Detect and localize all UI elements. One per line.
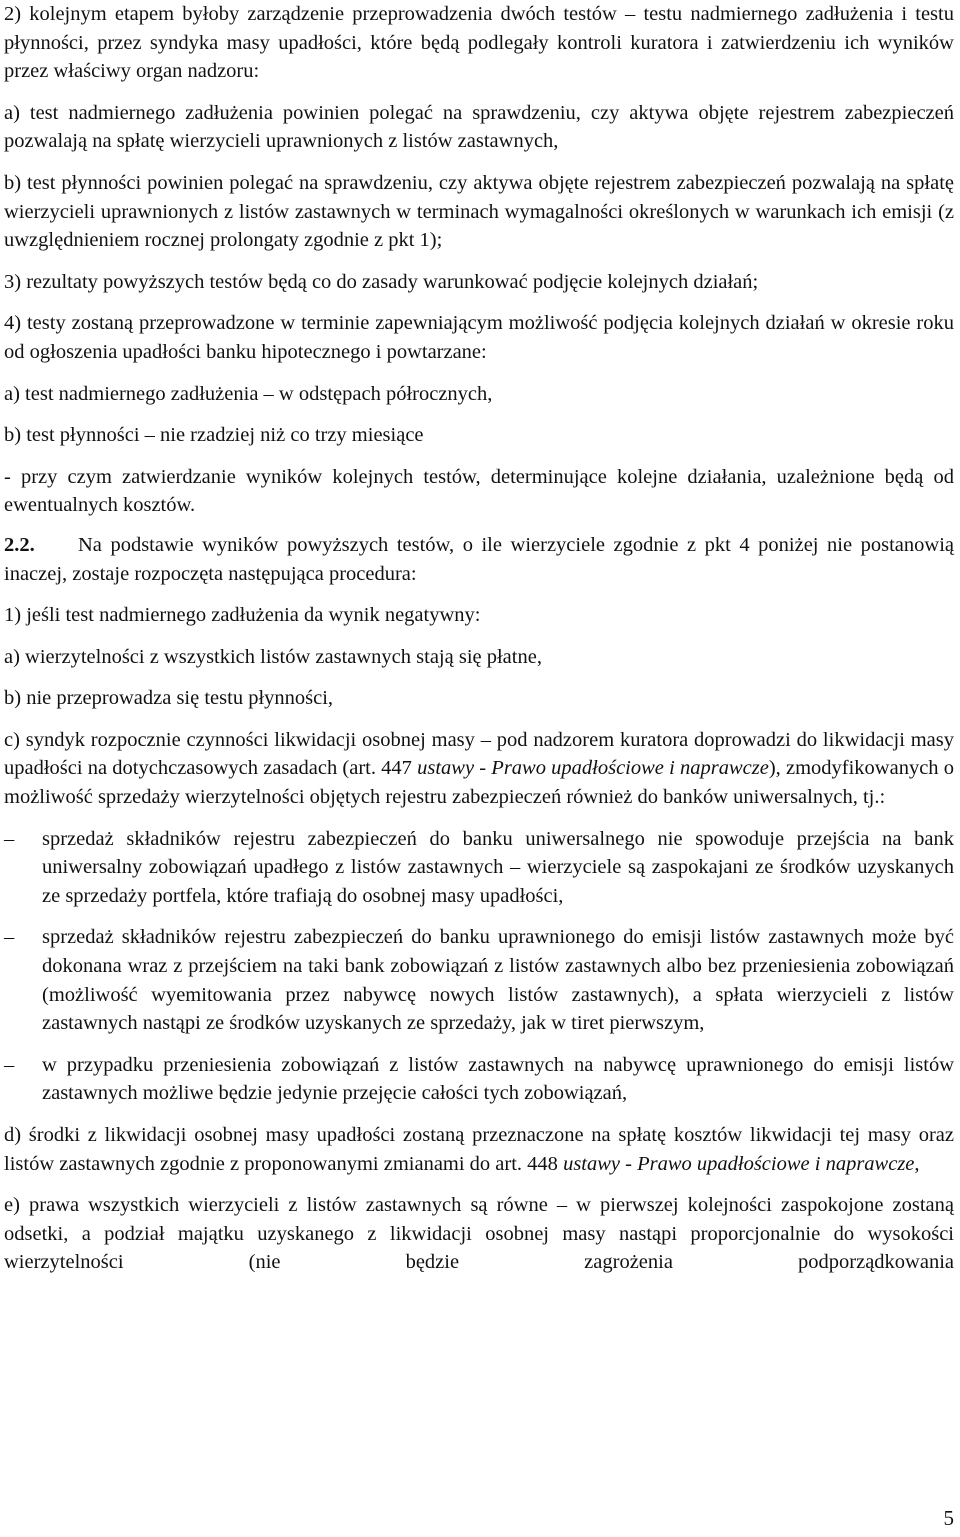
dash-marker: – <box>4 926 15 949</box>
paragraph-srodki-likwidacji: d) środki z likwidacji osobnej masy upadłości zostaną przeznaczone na spłatę kosztów likwidacji tej masy oraz listów zastawnych zgodnie z proponowanymi zmianami do art. 448 ustawy - Prawo upadłościowe i naprawcze, <box>4 1124 954 1175</box>
paragraph-1-wynik-negatywny: 1) jeśli test nadmiernego zadłużenia da wynik negatywny: <box>4 604 481 627</box>
paragraph-wierzytelnosci-platne: a) wierzytelności z wszystkich listów zastawnych stają się płatne, <box>4 645 542 668</box>
dash-item-3: – w przypadku przeniesienia zobowiązań z listów zastawnych na nabywcę uprawnionego do emisji listów zastawnych możliwe będzie jedynie przejęcie całości tych zobowiązań, <box>4 1051 954 1108</box>
paragraph-test-nadmiernego-zadluzenia: a) test nadmiernego zadłużenia powinien polegać na sprawdzeniu, czy aktywa objęte rejestrem zabezpieczeń pozwalają na spłatę wierzycieli uprawnionych z listów zastawnych, <box>4 101 954 153</box>
paragraph-test-plynnosci: b) test płynności powinien polegać na sprawdzeniu, czy aktywa objęte rejestrem zabezpieczeń pozwalają na spłatę wierzycieli uprawnionych z listów zastawnych w terminach wymagalności określonych w warunkach ich emisji (z uwzględnieniem rocznej prolongaty zgodnie z pkt 1); <box>4 171 954 252</box>
dash-marker: – <box>4 827 15 850</box>
paragraph-4-terminy: 4) testy zostaną przeprowadzone w terminie zapewniającym możliwość podjęcia kolejnych działań w okresie roku od ogłoszenia upadłości banku hipotecznego i powtarzane: <box>4 312 954 363</box>
dash-item-2: – sprzedaż składników rejestru zabezpieczeń do banku uprawnionego do emisji listów zastawnych może być dokonana wraz z przejściem na taki bank zobowiązań z listów zastawnych albo bez przeniesienia zobowiązań (możliwość wyemitowania przez nabywcę nowych listów zastawnych), a spłata wierzycieli z listów zastawnych nastąpi ze środków uzyskanych ze sprzedaży, jak w tiret pierwszym, <box>4 923 954 1037</box>
paragraph-zatwierdzanie-wynikow: - przy czym zatwierdzanie wyników kolejnych testów, determinujące kolejne działania, uzależnione będą od ewentualnych kosztów. <box>4 465 954 517</box>
section-2-2 <box>4 531 954 588</box>
paragraph-prawa-wierzycieli: e) prawa wszystkich wierzycieli z listów zastawnych są równe – w pierwszej kolejności zaspokojone zostaną odsetki, a podział majątku uzyskanego z likwidacji osobnej masy nastąpi proporcjonalnie do wysokości wierzytelności (nie będzie zagrożenia podporządkowania <box>4 1194 954 1274</box>
paragraph-syndyk-likwidacja: c) syndyk rozpocznie czynności likwidacji osobnej masy – pod nadzorem kuratora doprowadzi do likwidacji masy upadłości na dotychczasowych zasadach (art. 447 ustawy - Prawo upadłościowe i naprawcze), zmodyfikowanych o możliwość sprzedaży wierzytelności objętych rejestru zabezpieczeń również do banków uniwersalnych, tj.: <box>4 728 954 809</box>
section-number: 2.2. <box>4 533 35 556</box>
paragraph-trzy-miesiace: b) test płynności – nie rzadziej niż co trzy miesiące <box>4 424 424 447</box>
dash-item-1: – sprzedaż składników rejestru zabezpieczeń do banku uniwersalnego nie spowoduje przejścia na bank uniwersalny zobowiązań upadłego z listów zastawnych – wierzyciele są zaspokajani ze środków uzyskanych ze sprzedaży portfela, które trafiają do osobnej masy upadłości, <box>4 825 954 911</box>
citation-ustawa: ustawy - Prawo upadłościowe i naprawcze <box>563 1152 915 1175</box>
paragraph-bez-testu-plynnosci: b) nie przeprowadza się testu płynności, <box>4 687 334 710</box>
dash-marker: – <box>4 1053 15 1076</box>
paragraph-3-rezultaty: 3) rezultaty powyższych testów będą co do zasady warunkować podjęcie kolejnych działań; <box>4 270 759 293</box>
page-number: 5 <box>943 1506 954 1530</box>
section-text: Na podstawie wyników powyższych testów, o ile wierzyciele zgodnie z pkt 4 poniżej nie postanowią inaczej, zostaje rozpoczęta następująca procedura: <box>4 533 954 585</box>
citation-ustawa: ustawy - Prawo upadłościowe i naprawcze <box>417 757 769 780</box>
paragraph-2-testy: 2) kolejnym etapem byłoby zarządzenie przeprowadzenia dwóch testów – testu nadmiernego zadłużenia i testu płynności, przez syndyka masy upadłości, które będą podlegały kontroli kuratora i zatwierdzeniu ich wyników przez właściwy organ nadzoru: <box>4 3 954 83</box>
paragraph-odstepy-polroczne: a) test nadmiernego zadłużenia – w odstępach półrocznych, <box>4 382 493 405</box>
document-page <box>4 0 954 1277</box>
